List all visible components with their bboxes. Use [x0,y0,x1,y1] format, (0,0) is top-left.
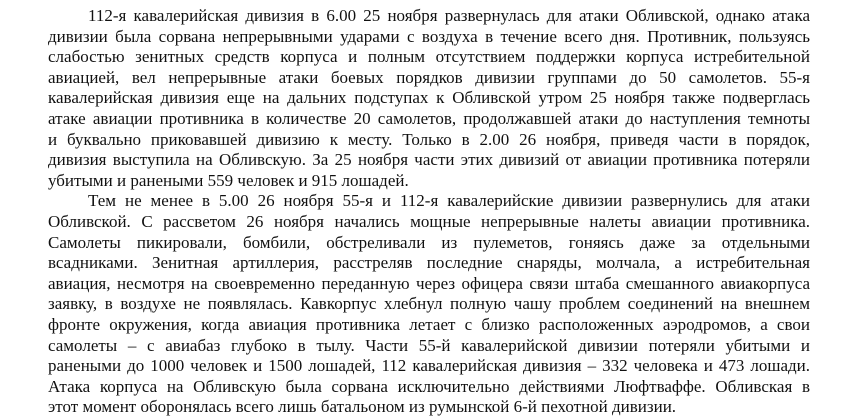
text-line: дивизии была сорвана непрерывными ударами с воздуха в течение всего дня. Противник, пользуясь [48,26,810,46]
text-line: слабостью зенитных средств корпуса и полным отсутствием поддержки корпуса истребительной [48,47,810,67]
paragraph-1 [48,6,810,191]
text-line: заявку, в воздухе не появлялась. Кавкорпус хлебнул полную чашу проблем соединений на внешнем [48,294,810,314]
text-line: 112-я кавалерийская дивизия в 6.00 25 ноября развернулась для атаки Обливской, однако атака [88,6,810,25]
text-line: и буквально приковавшей дивизию к месту. Только в 2.00 26 ноября, приведя части в порядок, [48,129,810,149]
text-line: атаке авиации противника в количестве 20 самолетов, продолжавшей атаки до наступления темноты [48,108,810,128]
text-line: дивизия выступила на Обливскую. За 25 ноября части этих дивизий от авиации противника потеряли [48,150,810,170]
text-line: Атака корпуса на Обливскую была сорвана исключительно действиями Люфтваффе. Обливская в [48,376,810,396]
text-line: авиацией, вел непрерывные атаки боевых порядков дивизии группами до 50 самолетов. 55-я [48,67,810,87]
text-line: авиация, несмотря на своевременно переданную через офицера связи штаба смешанного авиакорпуса [48,273,810,293]
document-text [48,6,810,418]
text-line: фронте окружения, когда авиация противника летает с близко расположенных аэродромов, а свои [48,314,810,334]
text-line: самолеты – с авиабаз глубоко в тылу. Части 55-й кавалерийской дивизии потеряли убитыми и [48,335,810,355]
text-line: Тем не менее в 5.00 26 ноября 55-я и 112-я кавалерийские дивизии развернулись для атаки [88,191,810,211]
text-line: этот момент оборонялась всего лишь батальоном из румынской 6-й пехотной дивизии. [48,397,677,417]
text-line: ранеными до 1000 человек и 1500 лошадей, 112 кавалерийская дивизия – 332 человека и 473 лошади. [48,356,810,376]
paragraph-2 [48,191,810,418]
text-line: убитыми и ранеными 559 человек и 915 лошадей. [48,170,409,190]
text-line: Обливской. С рассветом 26 ноября начались мощные непрерывные налеты авиации противника. [48,211,810,231]
text-line: Самолеты пикировали, бомбили, обстреливали из пулеметов, гоняясь даже за отдельными [48,232,810,252]
text-line: всадниками. Зенитная артиллерия, расстреляв последние снаряды, молчала, а истребительная [48,253,810,273]
text-line: кавалерийская дивизия еще на дальних подступах к Обливской утром 25 ноября также подверглась [48,88,810,108]
